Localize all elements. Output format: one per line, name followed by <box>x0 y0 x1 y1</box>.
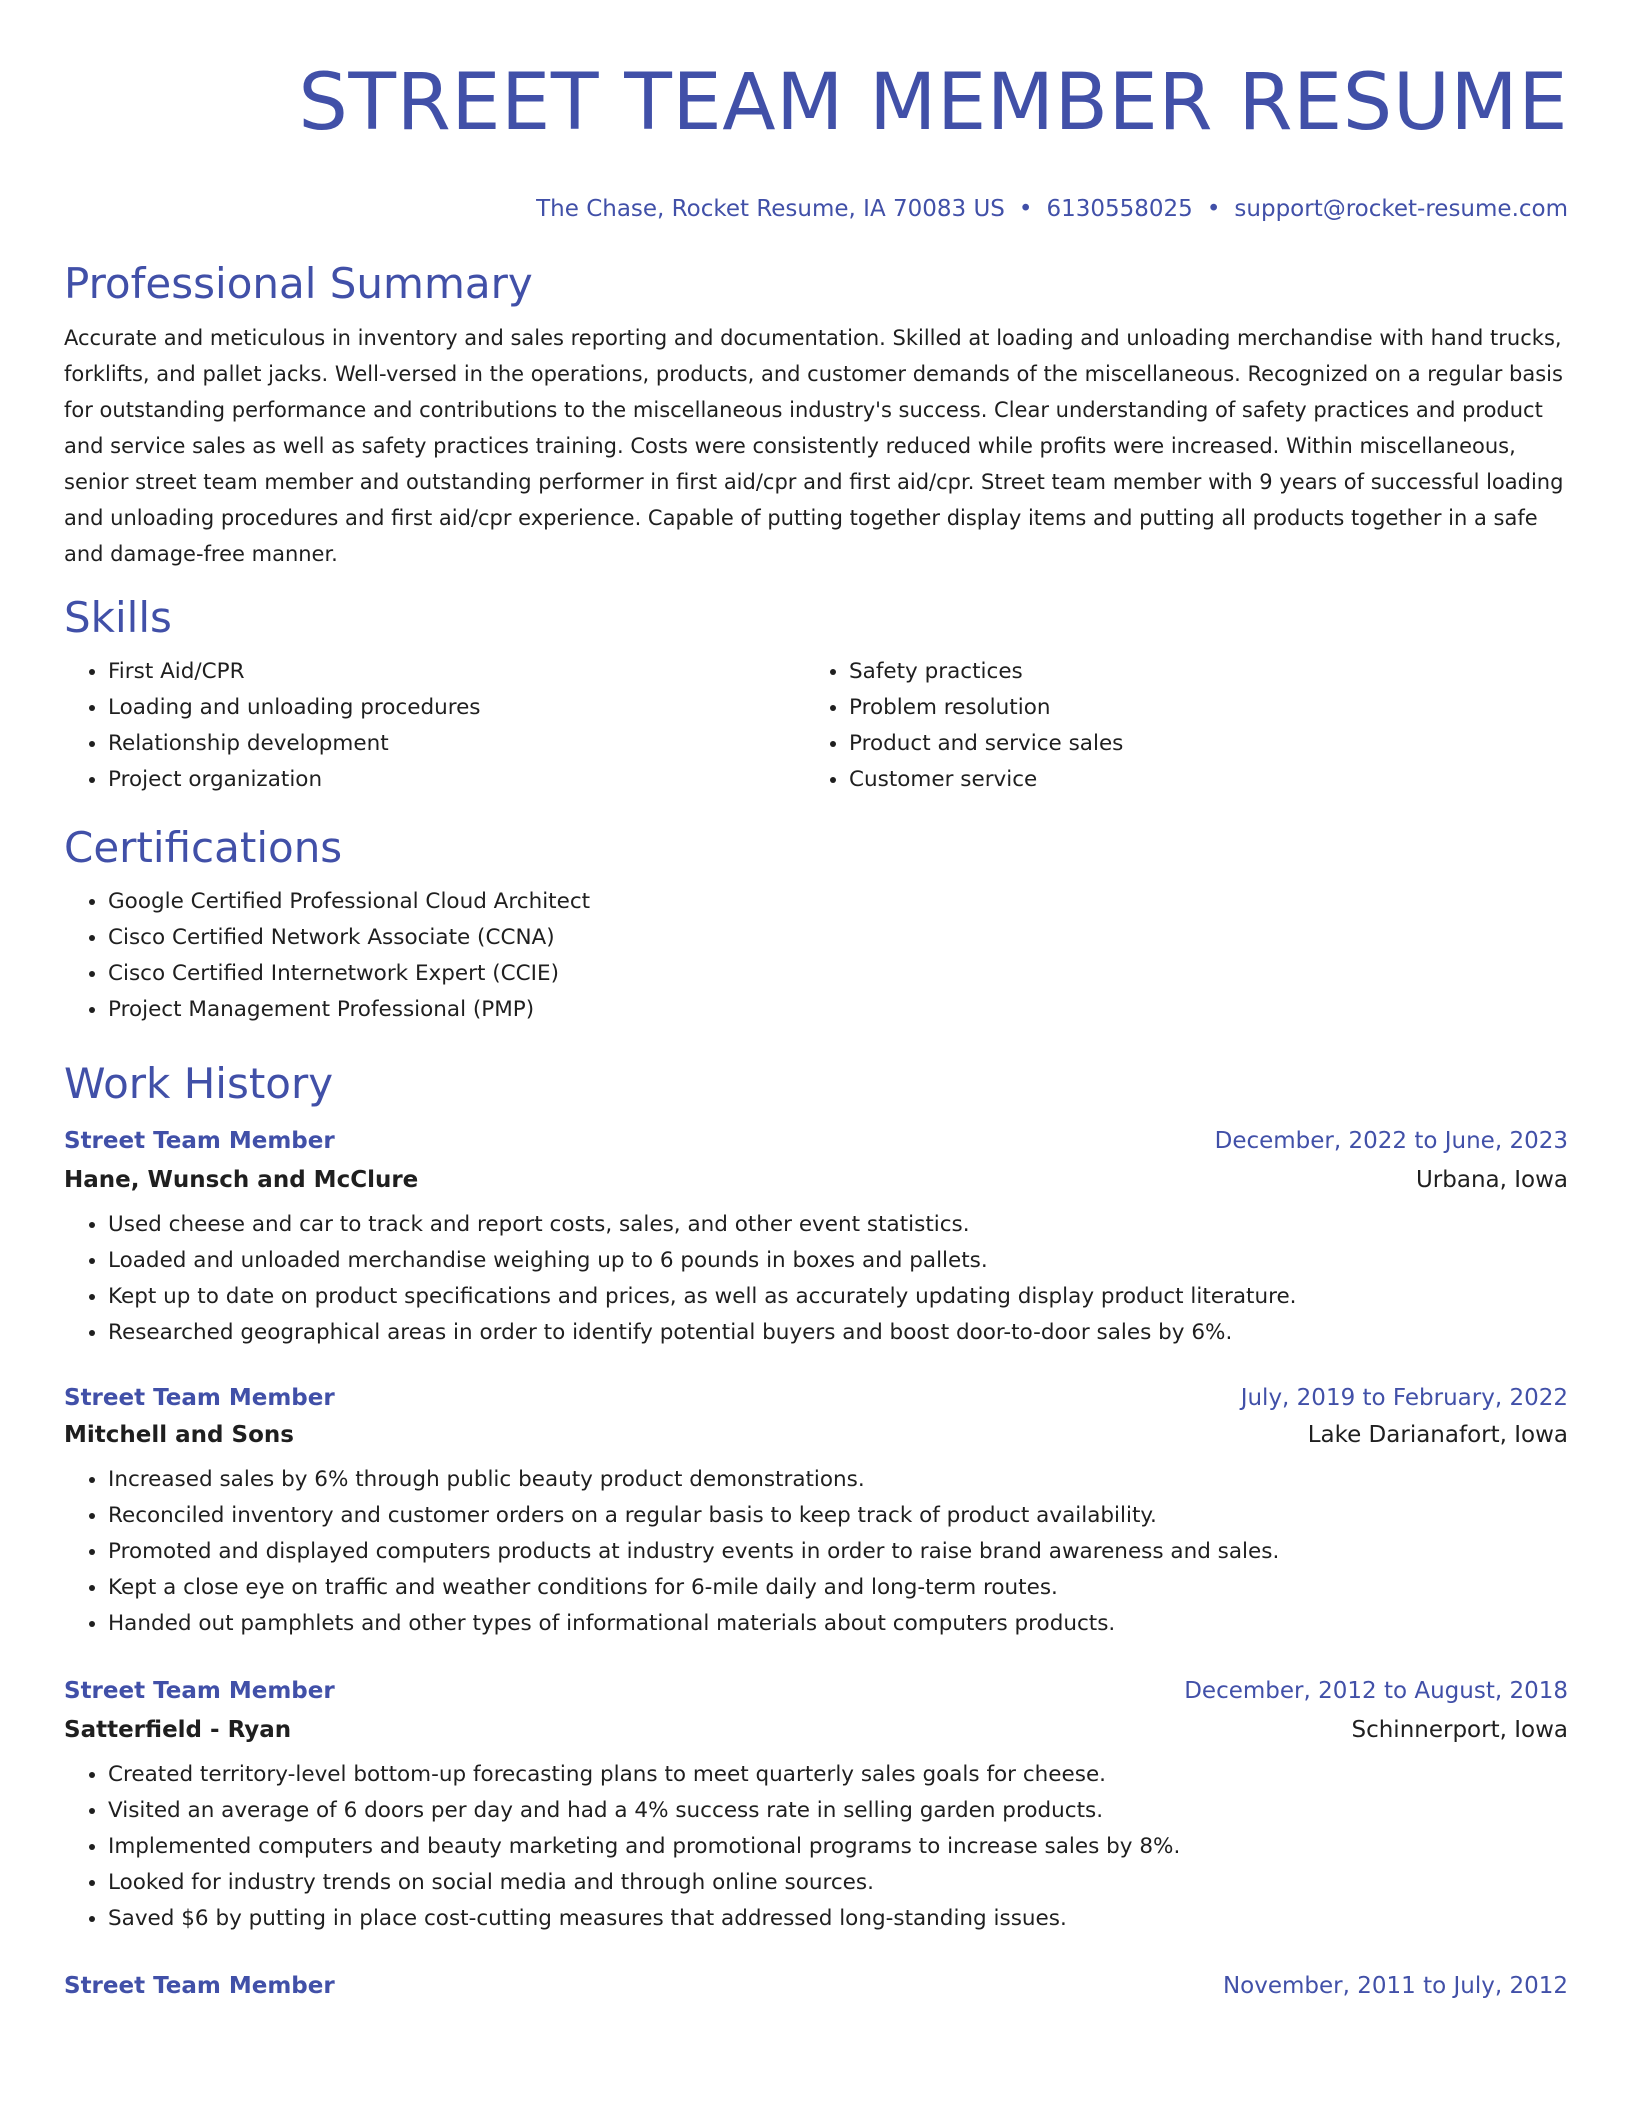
skill-item: • Customer service <box>849 762 1546 798</box>
section-heading-summary: Professional Summary <box>64 259 533 308</box>
certification-item: • Project Management Professional (PMP) <box>108 992 1568 1028</box>
job-bullet: • Promoted and displayed computers products at industry events in order to raise brand awareness and sales. <box>108 1534 1568 1570</box>
section-heading-skills: Skills <box>64 593 172 642</box>
job-entry <box>64 1126 1568 1351</box>
resume-title: STREET TEAM MEMBER RESUME <box>298 58 1568 148</box>
job-bullet: • Visited an average of 6 doors per day and had a 4% success rate in selling garden products. <box>108 1793 1568 1829</box>
job-bullet: • Saved $6 by putting in place cost-cutting measures that addressed long-standing issues. <box>108 1901 1568 1937</box>
section-heading-certifications: Certifications <box>64 823 343 872</box>
job-title: Street Team Member <box>64 1385 335 1411</box>
skills-columns <box>64 654 1568 798</box>
skill-item: • First Aid/CPR <box>108 654 805 690</box>
job-title: Street Team Member <box>64 1973 335 1999</box>
skills-section <box>64 592 1568 798</box>
contact-line <box>64 194 1568 224</box>
job-bullet: • Increased sales by 6% through public beauty product demonstrations. <box>108 1462 1568 1498</box>
job-entry <box>64 1676 1568 1937</box>
certification-item: • Cisco Certified Internetwork Expert (CCIE) <box>108 956 1568 992</box>
contact-address: The Chase, Rocket Resume, IA 70083 US <box>536 196 1005 222</box>
contact-separator: • <box>1206 196 1221 222</box>
skill-item: • Product and service sales <box>849 726 1546 762</box>
job-header <box>64 1676 1568 1706</box>
contact-separator: • <box>1018 196 1033 222</box>
job-dates: December, 2012 to August, 2018 <box>1184 1678 1568 1704</box>
section-heading-work-history: Work History <box>64 1059 334 1108</box>
job-bullet: • Researched geographical areas in order to identify potential buyers and boost door-to-door sales by 6%. <box>108 1315 1568 1351</box>
job-bullet: • Created territory-level bottom-up forecasting plans to meet quarterly sales goals for cheese. <box>108 1757 1568 1793</box>
job-location: Lake Darianafort, Iowa <box>1307 1422 1568 1448</box>
work-history-section <box>64 1058 1568 2001</box>
job-title: Street Team Member <box>64 1678 335 1704</box>
certification-item: • Cisco Certified Network Associate (CCNA) <box>108 920 1568 956</box>
skill-item: • Safety practices <box>849 654 1546 690</box>
contact-email[interactable]: support@rocket-resume.com <box>1234 196 1568 222</box>
job-company: Mitchell and Sons <box>64 1422 294 1448</box>
job-bullet: • Kept up to date on product specifications and prices, as well as accurately updating display product literature. <box>108 1279 1568 1315</box>
job-entry <box>64 1971 1568 2001</box>
professional-summary-section <box>64 258 1568 572</box>
job-location: Urbana, Iowa <box>1415 1167 1568 1193</box>
job-subheader <box>64 1165 1568 1195</box>
certifications-section <box>64 822 1568 1028</box>
skill-item: • Problem resolution <box>849 690 1546 726</box>
job-dates: November, 2011 to July, 2012 <box>1222 1973 1568 1999</box>
job-bullet: • Handed out pamphlets and other types of informational materials about computers products. <box>108 1606 1568 1642</box>
job-bullet: • Kept a close eye on traffic and weather conditions for 6-mile daily and long-term routes. <box>108 1570 1568 1606</box>
skills-left-column <box>64 654 805 798</box>
job-entry <box>64 1383 1568 1642</box>
job-bullet: • Implemented computers and beauty marketing and promotional programs to increase sales by 8%. <box>108 1829 1568 1865</box>
job-dates: December, 2022 to June, 2023 <box>1214 1128 1568 1154</box>
summary-text: Accurate and meticulous in inventory and sales reporting and documentation. Skilled at loading and unloading merchandise with hand trucks, forklifts, and pallet jacks. Well-versed in the operations, products, and customer demands of the miscellaneous. Recognized on a regular basis for outstanding performance and contributions to the miscellaneous industry's success. Clear understanding of safety practices and product and service sales as well as safety practices training. Costs were consistently reduced while profits were increased. Within miscellaneous, senior street team member and outstanding performer in first aid/cpr and first aid/cpr. Street team member with 9 years of successful loading and unloading procedures and first aid/cpr experience. Capable of putting together display items and putting all products together in a safe and damage-free manner. <box>64 326 1564 566</box>
certification-item: • Google Certified Professional Cloud Architect <box>108 884 1568 920</box>
job-subheader <box>64 1715 1568 1745</box>
job-bullet: • Used cheese and car to track and report costs, sales, and other event statistics. <box>108 1207 1568 1243</box>
job-location: Schinnerport, Iowa <box>1351 1717 1568 1743</box>
job-subheader <box>64 1420 1568 1450</box>
contact-phone[interactable]: 6130558025 <box>1046 196 1193 222</box>
job-dates: July, 2019 to February, 2022 <box>1240 1385 1568 1411</box>
skills-right-column <box>805 654 1546 798</box>
skill-item: • Relationship development <box>108 726 805 762</box>
skill-item: • Loading and unloading procedures <box>108 690 805 726</box>
job-bullet: • Loaded and unloaded merchandise weighing up to 6 pounds in boxes and pallets. <box>108 1243 1568 1279</box>
job-header <box>64 1383 1568 1413</box>
job-company: Satterfield - Ryan <box>64 1717 292 1743</box>
skill-item: • Project organization <box>108 762 805 798</box>
job-header <box>64 1126 1568 1156</box>
job-header <box>64 1971 1568 2001</box>
job-bullet: • Reconciled inventory and customer orders on a regular basis to keep track of product availability. <box>108 1498 1568 1534</box>
job-title: Street Team Member <box>64 1128 335 1154</box>
job-bullet: • Looked for industry trends on social media and through online sources. <box>108 1865 1568 1901</box>
job-company: Hane, Wunsch and McClure <box>64 1167 419 1193</box>
